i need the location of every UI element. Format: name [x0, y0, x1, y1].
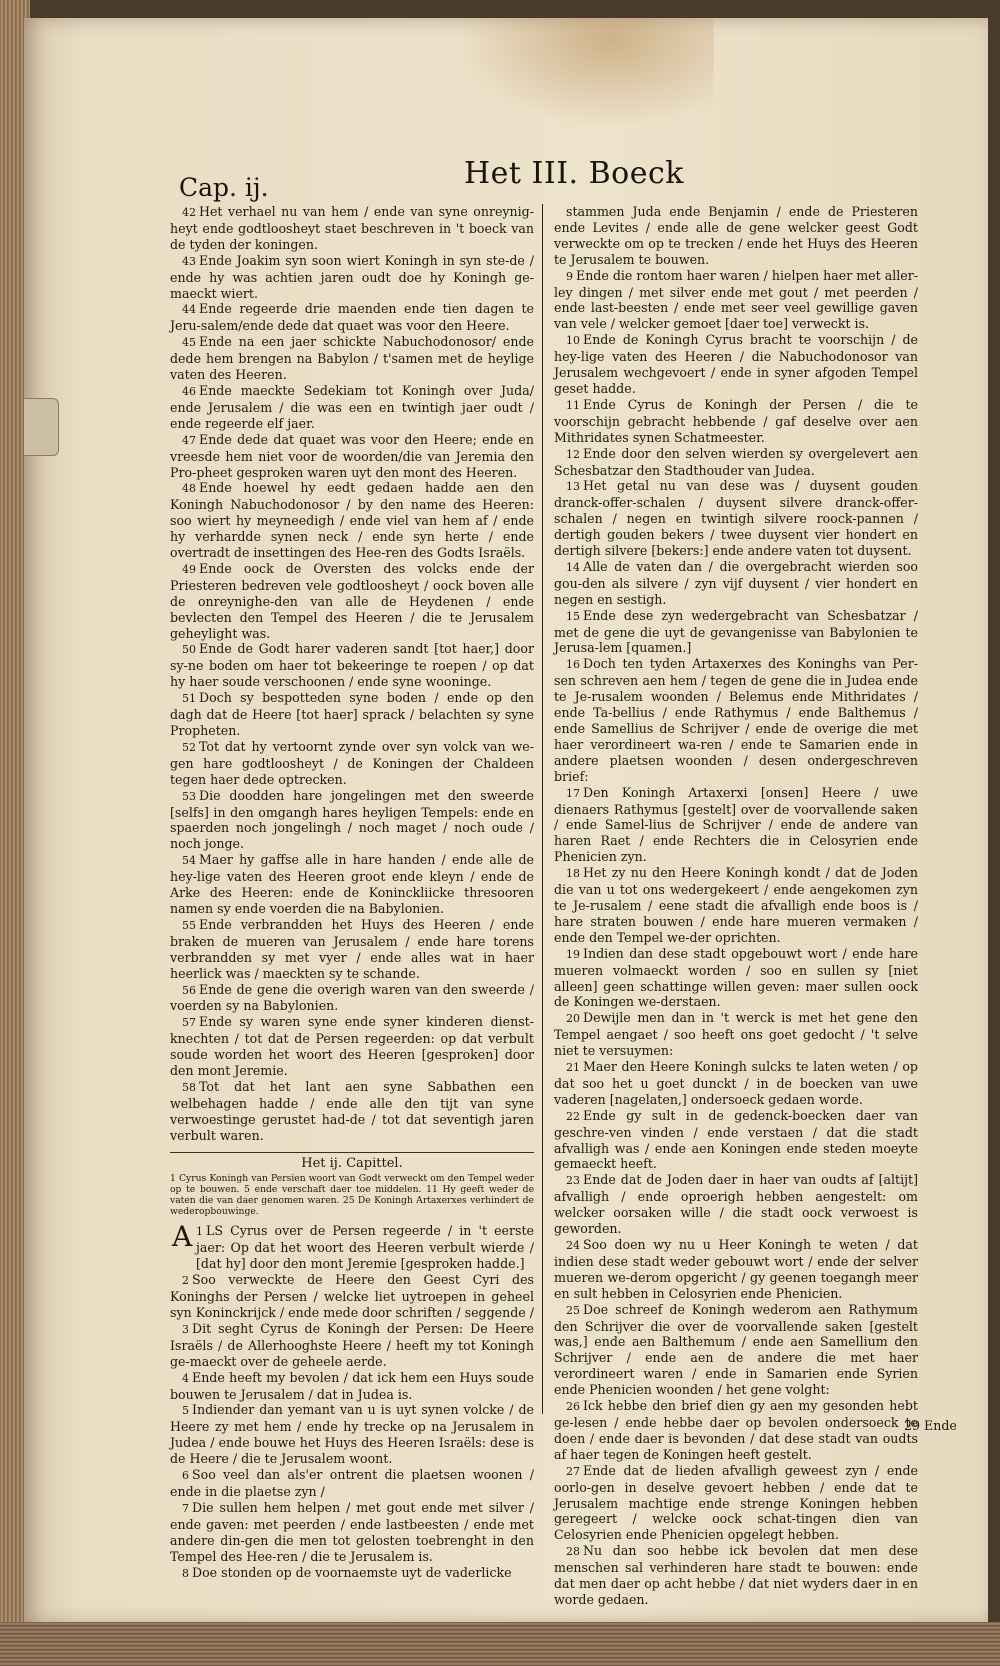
right-verse-list	[554, 204, 918, 1608]
verse-text: Indien dan dese stadt opgebouwt wort / ende hare mueren volmaeckt worden / soo en sullen sy [niet alleen] geen schattinge willen geven: maer sullen oock de Koningen we-derstaen.	[554, 945, 918, 1010]
verse-text: Het zy nu den Heere Koningh kondt / dat de Joden die van u tot ons wedergekeert / ende aengekomen zyn te Je-rusalem / eene stadt die afvalligh ende boos is / hare straten bouwen / ende hare mueren vermaken / ende den Tempel we-der oprichten.	[554, 865, 918, 945]
verse-text: Nu dan soo hebbe ick bevolen dat men dese menschen sal verhinderen hare stadt te bouwen: ende dat men daer op acht hebbe / dat niet wyders daer in en worde gedaen.	[554, 1543, 918, 1607]
verse	[554, 865, 918, 946]
verse-number: 4	[182, 1371, 189, 1385]
verse-text: Ende dese zyn wedergebracht van Schesbatzar / met de gene die uyt de gevangenisse van Babylonien te Jerusa-lem [quamen.]	[554, 607, 918, 656]
verse	[170, 982, 534, 1015]
verse-text: Maer den Heere Koningh sulcks te laten weten / op dat soo het u goet dunckt / in de boecken van uwe vaderen [nagelaten,] ondersoeck gedaen worde.	[554, 1059, 918, 1107]
verse-number: 7	[182, 1501, 189, 1515]
verse-number: 42	[182, 206, 196, 219]
verse	[170, 1220, 534, 1272]
verse-text: Soo verweckte de Heere den Geest Cyri des Koninghs der Persen / welcke liet uytroepen in geheel syn Koninckrijck / ende mede door schriften / seggende /	[170, 1272, 534, 1320]
verse-number: 21	[566, 1061, 580, 1075]
verse	[554, 1237, 918, 1302]
verse	[554, 332, 918, 397]
verse-text: Den Koningh Artaxerxi [onsen] Heere / uwe dienaers Rathymus [gestelt] over de voorvallende saken / ende Samel-lius de Schrijver / ende de andere van haren Raet / ende Rechters die in Celosyrien ende Phenicien zyn.	[554, 784, 918, 865]
verse-text: Die doodden hare jongelingen met den sweerde [selfs] in den omgangh hares heyligen Tempels: ende en spaerden noch jongelingh / noch maget / noch oude / noch jonge.	[170, 787, 534, 852]
verse-number: 52	[182, 740, 196, 754]
verse	[554, 268, 918, 333]
verse-text: Ende door den selven wierden sy overgelevert aen Schesbatzar den Stadthouder van Judea.	[554, 445, 918, 478]
water-stain	[454, 18, 714, 128]
verse-number: 20	[566, 1012, 580, 1026]
verse	[170, 690, 534, 739]
verse	[554, 1398, 918, 1463]
verse	[170, 432, 534, 481]
drop-cap: A	[172, 1220, 193, 1254]
verse-number: 27	[566, 1464, 580, 1478]
verse-number: 56	[182, 983, 196, 997]
verse	[170, 852, 534, 917]
verse-text: Doe stonden op de voornaemste uyt de vaderlicke	[192, 1564, 512, 1580]
verse-number: 8	[182, 1566, 189, 1580]
verse	[554, 1010, 918, 1059]
verse	[170, 917, 534, 982]
verse	[170, 641, 534, 690]
verse-number: 25	[566, 1303, 580, 1317]
verse-text: Ende regeerde drie maenden ende tien dagen te Jeru-salem/ende dede dat quaet was voor den Heere.	[170, 301, 534, 334]
verse-number: 45	[182, 336, 196, 350]
verse	[554, 1302, 918, 1398]
verse-text: LS Cyrus over de Persen regeerde / in 't eerste jaer: Op dat het woort des Heeren verbult wierde / [dat hy] door den mont Jeremie [gesproken hadde.]	[196, 1223, 534, 1272]
left-verse-list	[170, 204, 534, 1144]
running-title: Het III. Boeck	[464, 156, 684, 191]
verse	[170, 788, 534, 853]
verse-text: Ende gy sult in de gedenck-boecken daer van geschre-ven vinden / ende verstaen / dat die stadt afvalligh was / ende aen Koningen ende steden moeyte gemaeckt heeft.	[554, 1107, 918, 1172]
verse-number: 16	[566, 658, 580, 672]
verse-text: Het verhael nu van hem / ende van syne onreynig-heyt ende godtloosheyt staet beschreven in 't boeck van de tyden der koningen.	[170, 204, 534, 252]
verse-text: Ende de Godt harer vaderen sandt [tot haer,] door sy-ne boden om haer tot bekeeringe te roepen / op dat hy haer soude verschoonen / ende syne wooninge.	[170, 641, 534, 690]
verse-text: Die sullen hem helpen / met gout ende met silver / ende gaven: met peerden / ende lastbeesten / ende met andere din-gen die men tot gelosten toebrenght in den Tempel des Hee-ren / die te Jerusalem is.	[170, 1499, 534, 1564]
verse-text: Doe schreef de Koningh wederom aen Rathymum den Schrijver die over de voorvallende saken [gestelt was,] ende aen Balthemum / ende aen Samellium den Schrijver / ende aen de andere die met haer verordineert waren / ende in Samarien ende Syrien ende Phenicien woonden / het gene volght:	[554, 1301, 918, 1398]
verse-text: Ende die rontom haer waren / hielpen haer met aller-ley dingen / met silver ende met gout / met peerden / ende last-beesten / ende met seer veel gewillige gaven van vele / welcker gemoet [daer toe] verweckt is.	[554, 267, 918, 332]
verse-number: 17	[566, 786, 580, 800]
verse-text: Ende Joakim syn soon wiert Koningh in syn ste-de / ende hy was achtien jaren oudt doe hy Koningh ge-maeckt wiert.	[170, 252, 534, 301]
verse	[554, 397, 918, 446]
verse-text: Maer hy gaffse alle in hare handen / ende alle de hey-lige vaten des Heeren groot ende kleyn / ende de Arke des Heeren: ende de Koninckliicke thresooren namen sy ende voerden die na Babylonien.	[170, 852, 534, 916]
catchword: 29 Ende	[904, 1418, 957, 1433]
verse-text: Doch sy bespotteden syne boden / ende op den dagh dat de Heere [tot haer] sprack / belachten sy syne Propheten.	[170, 690, 534, 738]
verse	[170, 1321, 534, 1370]
verse-text: Ende de Koningh Cyrus bracht te voorschijn / de hey-lige vaten des Heeren / die Nabuchodonosor van Jerusalem wechgevoert / ende in syner afgoden Tempel geset hadde.	[554, 332, 918, 396]
verse	[170, 1272, 534, 1321]
verse	[170, 739, 534, 788]
verse	[554, 1108, 918, 1173]
book-bottom-edges	[0, 1622, 1000, 1666]
verse	[170, 1500, 534, 1565]
verse	[170, 1014, 534, 1079]
verse-text: Ende oock de Oversten des volcks ende der Priesteren bedreven vele godtloosheyt / oock boven alle de onreynighe-den van alle de Heydenen / ende bevlecten den Tempel des Heeren / die te Jerusalem geheylight was.	[170, 560, 534, 641]
verse-text: Ende heeft my bevolen / dat ick hem een Huys soude bouwen te Jerusalem / dat in Judea is.	[170, 1369, 534, 1402]
verse-number: 57	[182, 1016, 196, 1030]
verse-text: Ende de gene die overigh waren van den sweerde / voerden sy na Babylonien.	[170, 981, 534, 1014]
verse-number: 19	[566, 947, 580, 961]
verse-text: Ende na een jaer schickte Nabuchodonosor/ ende dede hem brengen na Babylon / t'samen met de heylige vaten des Heeren.	[170, 334, 534, 383]
verse-text: Ick hebbe den brief dien gy aen my gesonden hebt ge-lesen / ende hebbe daer op bevolen ondersoeck te doen / ende daer is bevonden / dat dese stadt van oudts af haer tegen de Koningen heeft gestelt.	[554, 1398, 918, 1462]
verse-number: 6	[182, 1469, 189, 1483]
verse	[554, 446, 918, 479]
verse	[554, 608, 918, 657]
verse-number: 23	[566, 1174, 580, 1188]
verse-number: 58	[182, 1080, 196, 1094]
verse-number: 9	[566, 269, 573, 283]
left-column	[170, 204, 534, 1581]
verse	[554, 656, 918, 784]
verse	[170, 334, 534, 383]
chapter-summary: 1 Cyrus Koningh van Persien woort van Godt verweckt om den Tempel weder op te bouwen. 5 ende verschaft daer toe middelen. 11 Hy geeft weder de vaten die van daer genomen waren. 25 De Koningh Artaxerxes verhindert de wederopbouwinge.	[170, 1173, 534, 1218]
verse-number: 49	[182, 562, 196, 576]
verse-text: Het getal nu van dese was / duysent gouden dranck-offer-schalen / duysent silvere dranck-offer-schalen / negen en twintigh silvere roock-pannen / dertigh gouden bekers / twee duysent vier hondert en dertigh silvere [bekers:] ende andere vaten tot duysent.	[554, 478, 918, 559]
verse-number: 53	[182, 789, 196, 803]
verse-text: Soo veel dan als'er ontrent die plaetsen woonen / ende in die plaetse zyn /	[170, 1467, 534, 1499]
verse	[554, 478, 918, 559]
verse-number: 55	[182, 918, 196, 932]
verse-text: Ende hoewel hy eedt gedaen hadde aen den Koningh Nabuchodonosor / by den name des Heeren: soo wiert hy meyneedigh / ende viel van hem af / ende hy verhardde synen neck / ende syn herte / ende overtradt de insettingen des Hee-ren des Godts Israëls.	[170, 480, 534, 561]
verse-text: Ende dat de Joden daer in haer van oudts af [altijt] afvalligh / ende oproerigh hebben aengestelt: om welcker oorsaken wille / die stadt oock verwoest is geworden.	[554, 1172, 918, 1237]
verse	[170, 253, 534, 302]
verse-number: 14	[566, 560, 580, 574]
verse-text: Dit seght Cyrus de Koningh der Persen: De Heere Israëls / de Allerhooghste Heere / heeft my tot Koningh ge-maeckt over de geheele aerde.	[170, 1320, 534, 1369]
left-verse-list-2	[170, 1220, 534, 1581]
verse	[554, 559, 918, 608]
verse-number: 12	[566, 447, 580, 461]
page-tab-marker	[24, 398, 59, 456]
verse-number: 18	[566, 867, 580, 881]
verse	[554, 785, 918, 866]
verse-text: Ende maeckte Sedekiam tot Koningh over Juda/ ende Jerusalem / die was een en twintigh jaer oudt / ende regeerde elf jaer.	[170, 382, 534, 431]
verse-text: Doch ten tyden Artaxerxes des Koninghs van Per-sen schreven aen hem / tegen de gene die in Judea ende te Je-rusalem woonden / Belemus ende Mithridates / ende Ta-bellius / ende Rathymus / ende Balthemus / ende Samellius de Schrijver / ende de overige die met haer verordineert wa-ren / ende te Samarien ende in andere plaetsen woonden / desen ondergeschreven brief:	[554, 656, 918, 784]
column-divider	[542, 204, 543, 1414]
chapter-heading: Het ij. Capittel.	[170, 1152, 534, 1172]
verse-number: 24	[566, 1239, 580, 1252]
verse	[554, 1172, 918, 1237]
verse-number: 3	[182, 1322, 189, 1336]
verse-number: 26	[566, 1400, 580, 1414]
verse-number: 11	[566, 398, 580, 412]
verse	[170, 1079, 534, 1144]
verse-number: 15	[566, 609, 580, 623]
verse	[170, 383, 534, 432]
verse-number: 22	[566, 1109, 580, 1123]
verse-text: Ende dat de lieden afvalligh geweest zyn / ende oorlo-gen in deselve gevoert hebben / ende dat te Jerusalem machtige ende strenge Koningen hebben geregeert / welcke oock schat-tingen dien van Celosyrien ende Phenicien opgelegt hebben.	[554, 1462, 918, 1543]
verse	[554, 946, 918, 1011]
verse	[554, 1059, 918, 1108]
verse-number: 46	[182, 384, 196, 398]
verse-number: 13	[566, 480, 580, 494]
verse	[170, 1370, 534, 1403]
book-page	[24, 18, 988, 1624]
verse-text: Alle de vaten dan / die overgebracht wierden soo gou-den als silvere / zyn vijf duysent / vier hondert en negen en sestigh.	[554, 558, 918, 607]
chapter-label: Cap. ij.	[179, 173, 269, 202]
verse-number: 51	[182, 692, 196, 706]
verse-text: Ende dede dat quaet was voor den Heere; ende en vreesde hem niet voor de woorden/die van Jeremia den Pro-pheet gesproken waren uyt den mont des Heeren.	[170, 431, 534, 480]
verse-number: 2	[182, 1274, 189, 1288]
verse	[554, 204, 918, 268]
verse-number: 54	[182, 854, 196, 868]
verse-text: Ende Cyrus de Koningh der Persen / die te voorschijn gebracht hebbende / gaf deselve over aen Mithridates synen Schatmeester.	[554, 396, 918, 445]
verse	[170, 301, 534, 334]
verse-number: 5	[182, 1404, 189, 1418]
verse-number: 10	[566, 334, 580, 348]
verse-text: Ende verbrandden het Huys des Heeren / ende braken de mueren van Jerusalem / ende hare torens verbrandden sy met vyer / ende alles wat in haer heerlick was / maeckten sy te schande.	[170, 916, 534, 981]
verse	[170, 480, 534, 561]
verse-number: 44	[182, 303, 196, 317]
verse	[170, 1402, 534, 1467]
verse	[170, 1565, 534, 1582]
verse-number: 43	[182, 254, 196, 268]
verse	[554, 1543, 918, 1608]
verse-number: 48	[182, 482, 196, 496]
verse-text: Ende sy waren syne ende syner kinderen dienst-knechten / tot dat de Persen regeerden: op dat verbult soude worden het woort des Heeren [gesproken] door den mont Jeremie.	[170, 1014, 534, 1079]
verse	[170, 1467, 534, 1500]
verse-text: Tot dat hy vertoornt zynde over syn volck van we-gen hare godtloosheyt / de Koningen der Chaldeen tegen haer dede optrecken.	[170, 738, 534, 787]
verse-text: Indiender dan yemant van u is uyt synen volcke / de Heere zy met hem / ende hy trecke op na Jerusalem in Judea / ende bouwe het Huys des Heeren Israëls: dese is de Heere / die te Jerusalem woont.	[170, 1402, 534, 1467]
verse-number: 1	[196, 1225, 203, 1239]
verse-text: Tot dat het lant aen syne Sabbathen een welbehagen hadde / ende alle den tijt van syne verwoestinge gerustet had-de / tot dat seventigh jaren verbult waren.	[170, 1078, 534, 1143]
right-column	[554, 204, 918, 1608]
verse-number: 47	[182, 433, 196, 447]
verse	[554, 1463, 918, 1544]
verse	[170, 204, 534, 253]
verse-number: 50	[182, 643, 196, 657]
verse-text: Dewijle men dan in 't werck is met het gene den Tempel aengaet / soo heeft ons goet gedocht / 't selve niet te versuymen:	[554, 1010, 918, 1059]
verse	[170, 561, 534, 642]
verse-text: Soo doen wy nu u Heer Koningh te weten / dat indien dese stadt weder gebouwt wort / ende der selver mueren we-derom opgericht / gy geenen toegangh meer en sult hebben in Celosyrien ende Phenicien.	[554, 1237, 918, 1301]
verse-number: 28	[566, 1545, 580, 1559]
verse-text: stammen Juda ende Benjamin / ende de Priesteren ende Levites / ende alle de gene welcker geest Godt verweckte om op te trecken / ende het Huys des Heeren te Jerusalem te bouwen.	[554, 204, 918, 267]
